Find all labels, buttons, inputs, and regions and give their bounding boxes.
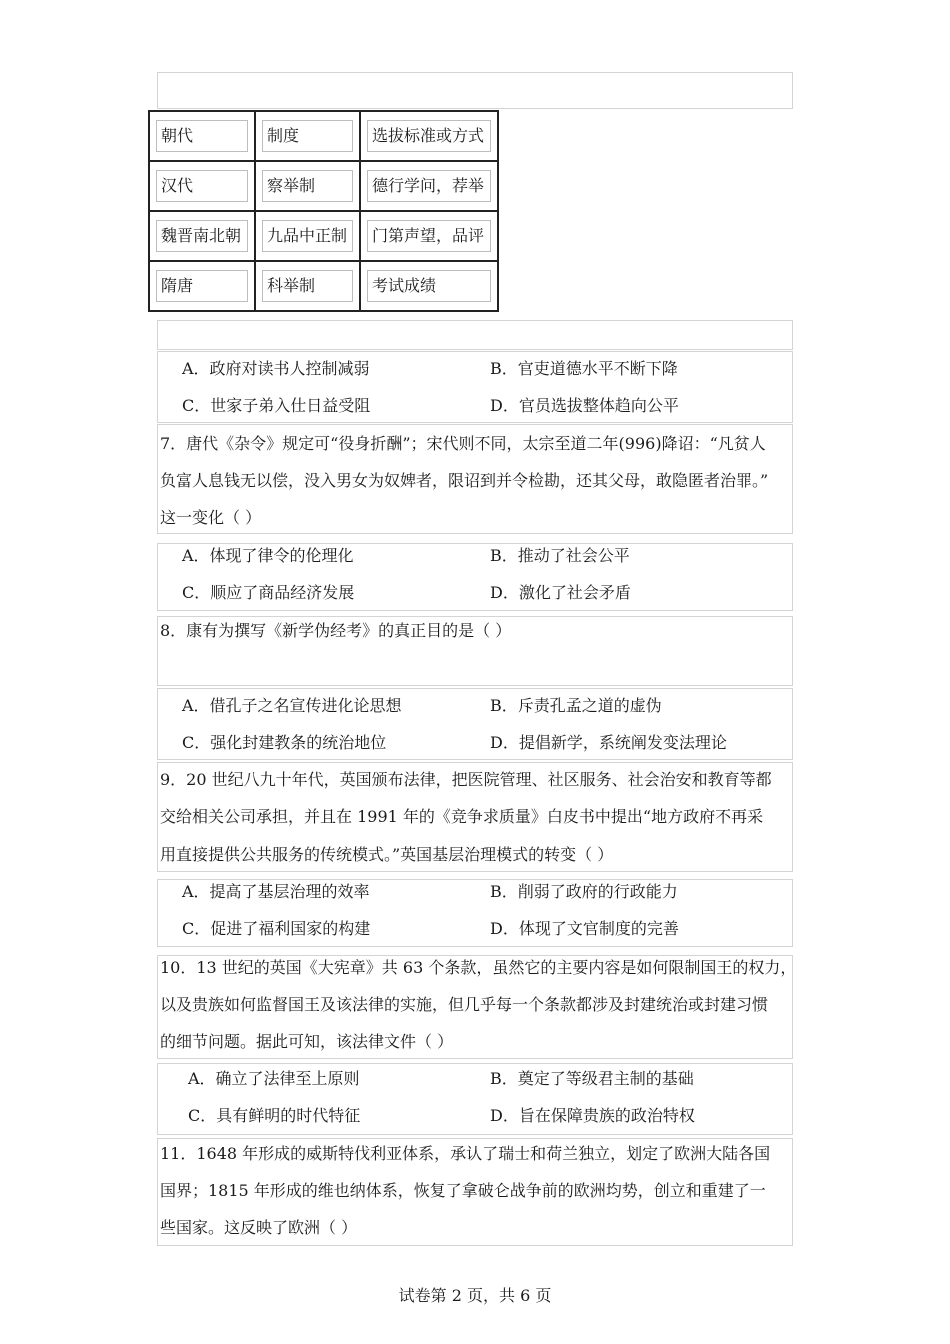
table-row — [149, 261, 498, 311]
q8-option-d[interactable]: D．提倡新学，系统阐发变法理论 — [490, 733, 727, 752]
q8-option-c[interactable]: C．强化封建教条的统治地位 — [182, 733, 387, 752]
q11-stem-line: 国界；1815 年形成的维也纳体系，恢复了拿破仑战争前的欧洲均势，创立和重建了一 — [160, 1181, 766, 1200]
q9-stem-line: 用直接提供公共服务的传统模式。”英国基层治理模式的转变（ ） — [160, 845, 614, 864]
table-cell: 科举制 — [262, 270, 353, 302]
table-cell: 门第声望，品评 — [367, 220, 491, 252]
table-row — [149, 211, 498, 261]
q7-option-b[interactable]: B．推动了社会公平 — [490, 546, 630, 565]
selection-system-table — [148, 110, 499, 312]
table-header-standard: 选拔标准或方式 — [367, 120, 491, 152]
q10-stem-line: 以及贵族如何监督国王及该法律的实施，但几乎每一个条款都涉及封建统治或封建习惯 — [160, 995, 769, 1014]
q10-option-c[interactable]: C．具有鲜明的时代特征 — [188, 1106, 361, 1125]
q7-stem-line: 7．唐代《杂令》规定可“役身折酬”；宋代则不同，太宗至道二年(996)降诏：“凡贫人 — [160, 434, 766, 453]
q9-stem-line: 9．20 世纪八九十年代，英国颁布法律，把医院管理、社区服务、社会治安和教育等都 — [160, 770, 772, 789]
q9-option-a[interactable]: A．提高了基层治理的效率 — [182, 882, 370, 901]
q9-stem-line: 交给相关公司承担，并且在 1991 年的《竞争求质量》白皮书中提出“地方政府不再采 — [160, 807, 764, 826]
table-header-dynasty: 朝代 — [156, 120, 248, 152]
q6-option-b[interactable]: B．官吏道德水平不断下降 — [490, 359, 678, 378]
q7-option-d[interactable]: D．激化了社会矛盾 — [490, 583, 631, 602]
table-cell: 隋唐 — [156, 270, 248, 302]
blank-box-top — [157, 72, 793, 109]
q8-stem-line: 8．康有为撰写《新学伪经考》的真正目的是（ ） — [160, 621, 512, 640]
blank-box-q6 — [157, 320, 793, 350]
table-cell: 德行学问，荐举 — [367, 170, 491, 202]
page-footer: 试卷第 2 页，共 6 页 — [398, 1286, 552, 1305]
q10-option-a[interactable]: A．确立了法律至上原则 — [188, 1069, 360, 1088]
table-row — [149, 161, 498, 211]
q6-option-d[interactable]: D．官员选拔整体趋向公平 — [490, 396, 679, 415]
q10-stem-line: 的细节问题。据此可知，该法律文件（ ） — [160, 1032, 454, 1051]
q11-stem-line: 些国家。这反映了欧洲（ ） — [160, 1218, 358, 1237]
q7-option-a[interactable]: A．体现了律令的伦理化 — [182, 546, 354, 565]
table-cell: 汉代 — [156, 170, 248, 202]
q8-option-b[interactable]: B．斥责孔孟之道的虚伪 — [490, 696, 662, 715]
q9-option-d[interactable]: D．体现了文官制度的完善 — [490, 919, 679, 938]
q10-stem-line: 10．13 世纪的英国《大宪章》共 63 个条款，虽然它的主要内容是如何限制国王的权力， — [160, 958, 797, 977]
q10-option-b[interactable]: B．奠定了等级君主制的基础 — [490, 1069, 694, 1088]
table-cell: 考试成绩 — [367, 270, 491, 302]
q6-option-c[interactable]: C．世家子弟入仕日益受阻 — [182, 396, 371, 415]
q7-stem-line: 这一变化（ ） — [160, 508, 262, 527]
q8-option-a[interactable]: A．借孔子之名宣传进化论思想 — [182, 696, 402, 715]
q7-stem-line: 负富人息钱无以偿，没入男女为奴婢者，限诏到并令检勘，还其父母，敢隐匿者治罪。” — [160, 471, 769, 490]
table-cell: 魏晋南北朝 — [156, 220, 248, 252]
table-header-system: 制度 — [262, 120, 353, 152]
q9-option-b[interactable]: B．削弱了政府的行政能力 — [490, 882, 678, 901]
q6-option-a[interactable]: A．政府对读书人控制减弱 — [182, 359, 370, 378]
q10-option-d[interactable]: D．旨在保障贵族的政治特权 — [490, 1106, 695, 1125]
q7-option-c[interactable]: C．顺应了商品经济发展 — [182, 583, 355, 602]
table-cell: 九品中正制 — [262, 220, 353, 252]
table-row — [149, 111, 498, 161]
q9-option-c[interactable]: C．促进了福利国家的构建 — [182, 919, 371, 938]
table-cell: 察举制 — [262, 170, 353, 202]
q11-stem-line: 11．1648 年形成的威斯特伐利亚体系，承认了瑞士和荷兰独立，划定了欧洲大陆各国 — [160, 1144, 771, 1163]
